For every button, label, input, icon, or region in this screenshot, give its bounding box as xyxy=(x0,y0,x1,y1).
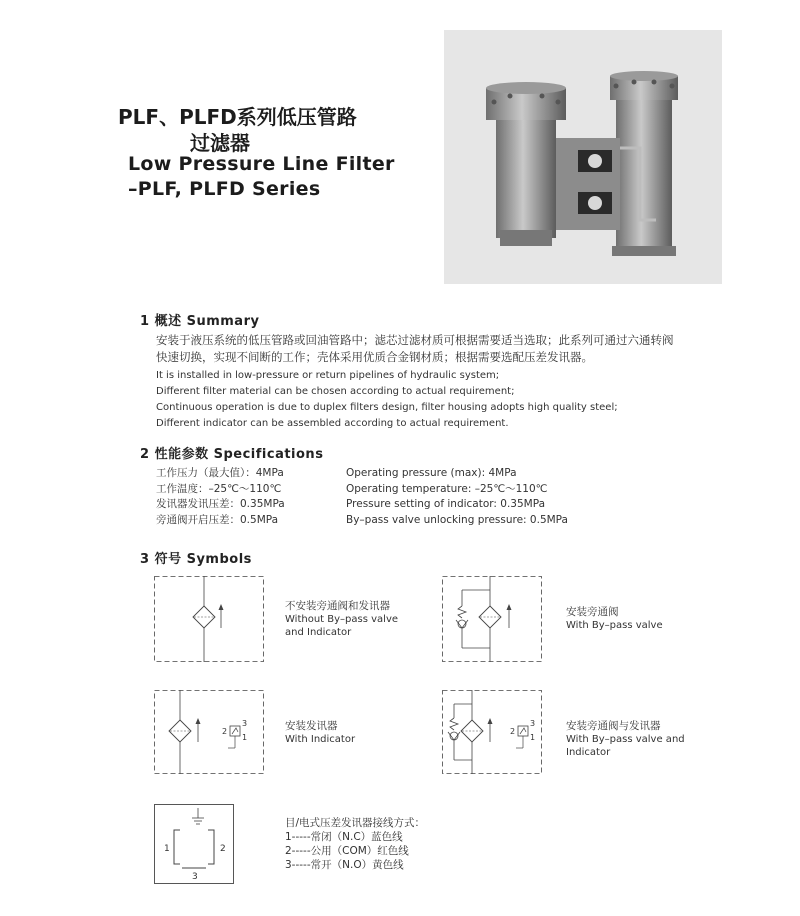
symbol-filter-only xyxy=(154,576,264,662)
symbol-with-indicator xyxy=(154,690,264,774)
page-title-cn xyxy=(118,104,357,156)
wiring-line: 3-----常开（N.O）黄色线 xyxy=(285,859,404,871)
wiring-line: 2-----公用（COM）红色线 xyxy=(285,845,409,857)
symbols-heading: 3 符号 Symbols xyxy=(140,552,252,567)
summary-cn xyxy=(156,332,776,366)
wiring-pin-left: 1 xyxy=(164,844,170,854)
spec-en: Operating temperature: –25℃～110℃ xyxy=(346,482,548,495)
product-photo xyxy=(444,30,722,284)
symbol-with-bypass xyxy=(442,576,552,662)
spec-cn: 工作压力（最大值）：4MPa xyxy=(156,467,284,479)
title-cn-line2: 过滤器 xyxy=(190,131,250,155)
indicator-pin-1: 1 xyxy=(530,733,536,742)
spec-cn: 发讯器发讯压差：0.35MPa xyxy=(156,498,285,510)
page-title-en xyxy=(128,152,395,202)
title-en-line2: –PLF, PLFD Series xyxy=(128,178,321,200)
symbol3-en1: With Indicator xyxy=(285,734,356,745)
symbol1-caption xyxy=(285,600,398,639)
spec-en: By–pass valve unlocking pressure: 0.5MPa xyxy=(346,513,568,526)
summary-en-line: Continuous operation is due to duplex filters design, filter housing adopts high quality steel; xyxy=(156,402,618,413)
symbol3-caption xyxy=(285,720,355,746)
wiring-pin-bottom: 3 xyxy=(192,872,198,882)
wiring-pin-right: 2 xyxy=(220,844,226,854)
spec-en: Operating pressure (max): 4MPa xyxy=(346,467,517,479)
title-en-line1: Low Pressure Line Filter xyxy=(128,153,395,175)
wiring-diagram xyxy=(154,804,240,886)
summary-en xyxy=(156,368,776,432)
symbol4-en1: With By–pass valve and xyxy=(566,734,685,745)
summary-heading: 1 概述 Summary xyxy=(140,314,260,329)
symbol1-cn: 不安装旁通阀和发讯器 xyxy=(285,600,390,612)
symbol3-cn: 安装发讯器 xyxy=(285,720,338,732)
symbol-with-bypass-and-indicator xyxy=(442,690,552,774)
indicator-pin-2: 2 xyxy=(222,727,228,736)
duplex-filter-illustration xyxy=(444,30,722,284)
wiring-title: 目/电式压差发讯器接线方式： xyxy=(285,817,426,829)
indicator-pin-1: 1 xyxy=(242,733,248,742)
summary-cn-line1: 安装于液压系统的低压管路或回油管路中；滤芯过滤材质可根据需要适当选取；此系列可通过六通转阀 xyxy=(156,333,674,347)
wiring-legend xyxy=(285,816,425,872)
indicator-pin-3: 3 xyxy=(242,719,248,728)
spec-cn: 旁通阀开启压差：0.5MPa xyxy=(156,513,279,526)
symbol4-cn: 安装旁通阀与发讯器 xyxy=(566,720,661,732)
symbol1-en2: and Indicator xyxy=(285,627,352,638)
summary-cn-line2: 快速切换，实现不间断的工作；壳体采用优质合金钢材质；根据需要选配压差发讯器。 xyxy=(156,350,593,364)
specs-en-column xyxy=(346,466,646,528)
symbol2-cn: 安装旁通阀 xyxy=(566,606,619,618)
symbol4-en2: Indicator xyxy=(566,747,611,758)
title-cn-line1: PLF、PLFD系列低压管路 xyxy=(118,105,357,129)
spec-cn: 工作温度：–25℃～110℃ xyxy=(156,482,282,495)
summary-en-line: It is installed in low-pressure or return pipelines of hydraulic system; xyxy=(156,370,500,381)
symbol2-en1: With By–pass valve xyxy=(566,620,663,631)
summary-en-line: Different filter material can be chosen according to actual requirement; xyxy=(156,386,515,397)
indicator-pin-2: 2 xyxy=(510,727,516,736)
specs-cn-column xyxy=(156,466,336,528)
specs-heading: 2 性能参数 Specifications xyxy=(140,447,324,462)
indicator-pin-3: 3 xyxy=(530,719,536,728)
symbol4-caption xyxy=(566,720,685,759)
symbol2-caption xyxy=(566,606,663,632)
symbol1-en1: Without By–pass valve xyxy=(285,614,399,625)
summary-en-line: Different indicator can be assembled according to actual requirement. xyxy=(156,418,509,429)
spec-en: Pressure setting of indicator: 0.35MPa xyxy=(346,498,546,510)
wiring-line: 1-----常闭（N.C）蓝色线 xyxy=(285,831,403,843)
